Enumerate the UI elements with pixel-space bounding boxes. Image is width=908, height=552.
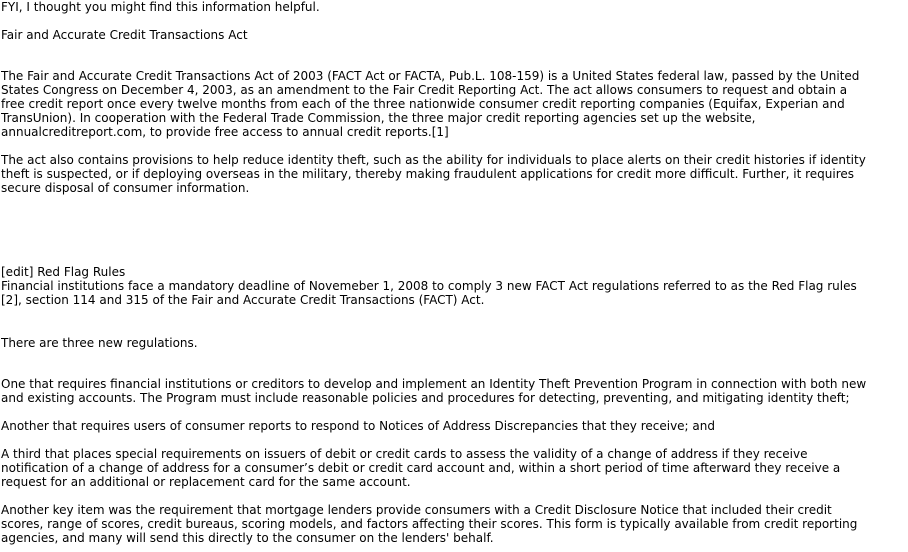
intro-text: FYI, I thought you might find this information helpful. — [1, 0, 320, 14]
paragraph-overview: The Fair and Accurate Credit Transactions Act of 2003 (FACT Act or FACTA, Pub.L. 108-159) is a United States federal law, passed by the United States Congress on December 4, 2003, as an amendment to the Fair Credit Reporting Act. The act allows consumers to request and obtain a free credit report once every twelve months from each of the three nationwide consumer credit reporting companies (Equifax, Experian and TransUnion). In cooperation with the Federal Trade Commission, the three major credit reporting agencies set up the website, annualcreditreport.com, to provide free access to annual credit reports.[1] — [1, 69, 860, 139]
document-title: Fair and Accurate Credit Transactions Act — [1, 28, 248, 42]
paragraph-regulation-two: Another that requires users of consumer reports to respond to Notices of Address Discrepancies that they receive; and — [1, 419, 715, 433]
paragraph-three-regulations: There are three new regulations. — [1, 336, 198, 350]
paragraph-credit-disclosure: Another key item was the requirement that mortgage lenders provide consumers with a Credit Disclosure Notice that included their credit scores, range of scores, credit bureaus, scoring models, and factors affecting their scores. This form is typically available from credit reporting agencies, and many will send this directly to the consumer on the lenders' behalf. — [1, 503, 858, 545]
section-heading: [edit] Red Flag Rules — [1, 265, 126, 279]
paragraph-regulation-three: A third that places special requirements on issuers of debit or credit cards to assess the validity of a change of address if they receive notification of a change of address for a consumer’s debit or credit card account and, within a short period of time afterward they receive a request for an additional or replacement card for the same account. — [1, 447, 841, 489]
paragraph-identity-theft: The act also contains provisions to help reduce identity theft, such as the ability for individuals to place alerts on their credit histories if identity theft is suspected, or if deploying overseas in the military, thereby making fraudulent applications for credit more difficult. Further, it requires secure disposal of consumer information. — [1, 153, 866, 195]
paragraph-regulation-one: One that requires financial institutions or creditors to develop and implement an Identity Theft Prevention Program in connection with both new and existing accounts. The Program must include reasonable policies and procedures for detecting, preventing, and mitigating identity theft; — [1, 377, 867, 405]
section-red-flag-rules: [edit] Red Flag Rules Financial institutions face a mandatory deadline of Novemeber 1, 2008 to comply 3 new FACT Act regulations referred to as the Red Flag rules [2], section 114 and 315 of the Fair and Accurate Credit Transactions (FACT) Act. — [1, 265, 905, 307]
